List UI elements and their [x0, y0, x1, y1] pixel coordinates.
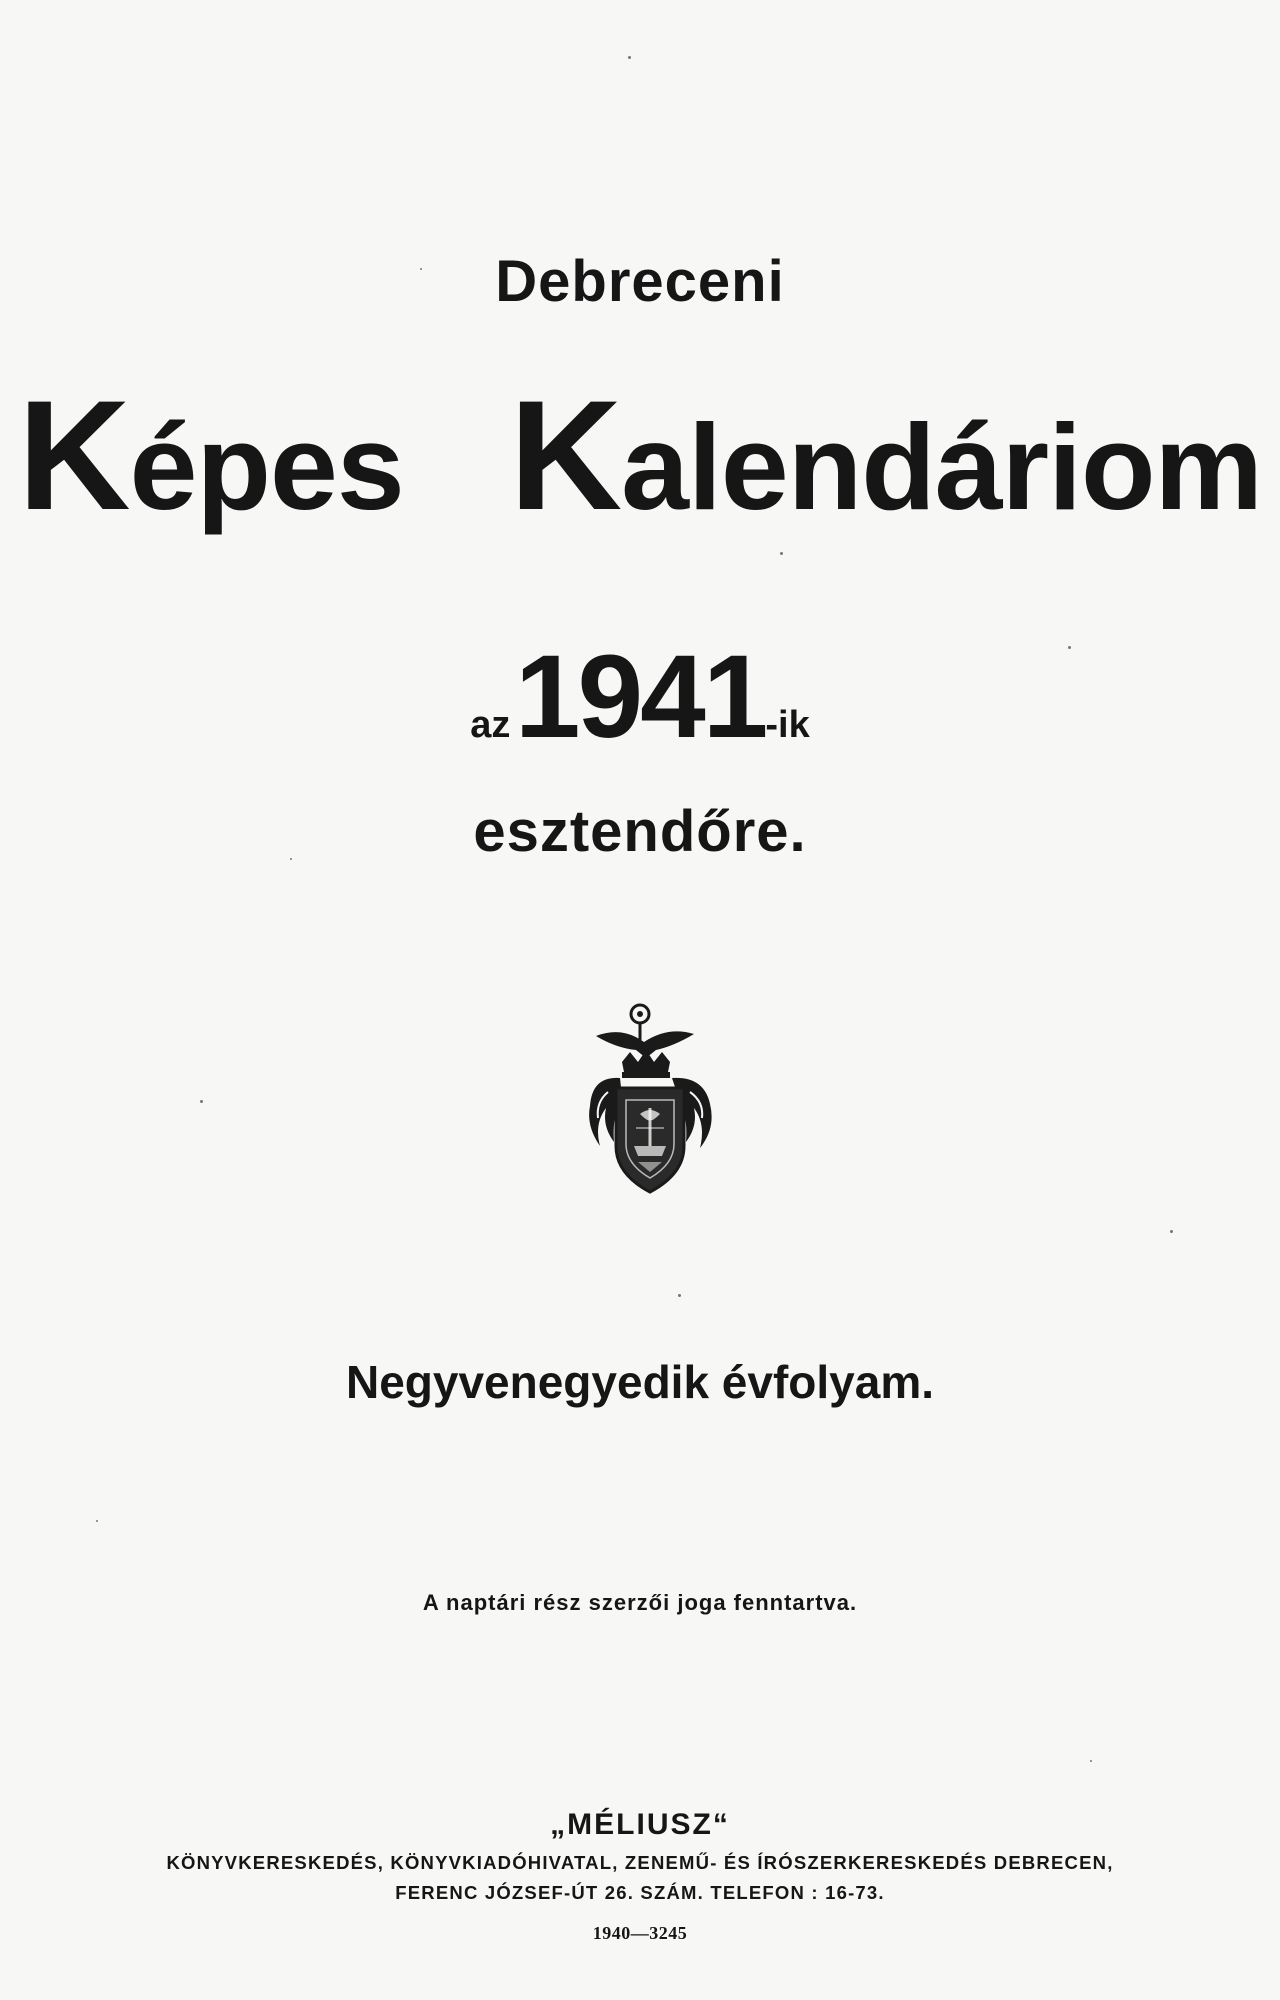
rights-notice: A naptári rész szerzői joga fenntartva.	[422, 1590, 858, 1615]
paper-speck	[1090, 1760, 1092, 1762]
main-title	[0, 369, 1280, 543]
paper-speck	[780, 552, 783, 555]
paper-speck	[200, 1100, 203, 1103]
year-value: 1941	[514, 631, 766, 763]
print-code: 1940—3245	[592, 1923, 688, 1943]
paper-speck	[1170, 1230, 1173, 1233]
title-word1-initial: K	[17, 369, 130, 543]
publisher-line1: KÖNYVKERESKEDÉS, KÖNYVKIADÓHIVATAL, ZENEMŰ- ÉS ÍRÓSZERKERESKEDÉS DEBRECEN,	[166, 1852, 1114, 1873]
volume-heading: Negyvenegyedik évfolyam.	[345, 1356, 935, 1408]
publisher-name: „MÉLIUSZ“	[550, 1808, 730, 1841]
title-word1-rest: épes	[129, 399, 404, 535]
year-subtitle: esztendőre.	[473, 799, 807, 864]
paper-speck	[290, 858, 292, 860]
publisher-line2: FERENC JÓZSEF-ÚT 26. SZÁM. TELEFON : 16-73.	[395, 1882, 885, 1903]
year-prefix: az	[470, 704, 511, 746]
city-heading: Debreceni	[495, 249, 785, 314]
paper-speck	[678, 1294, 681, 1297]
paper-speck	[628, 56, 631, 59]
year-suffix: -ik	[765, 704, 810, 746]
paper-speck	[420, 268, 422, 270]
paper-speck	[96, 1520, 98, 1522]
coat-of-arms-icon	[582, 996, 732, 1206]
year-line	[0, 631, 1280, 763]
title-word2-initial: K	[509, 369, 622, 543]
title-word2-rest: alendáriom	[621, 399, 1263, 535]
paper-speck	[1068, 646, 1071, 649]
